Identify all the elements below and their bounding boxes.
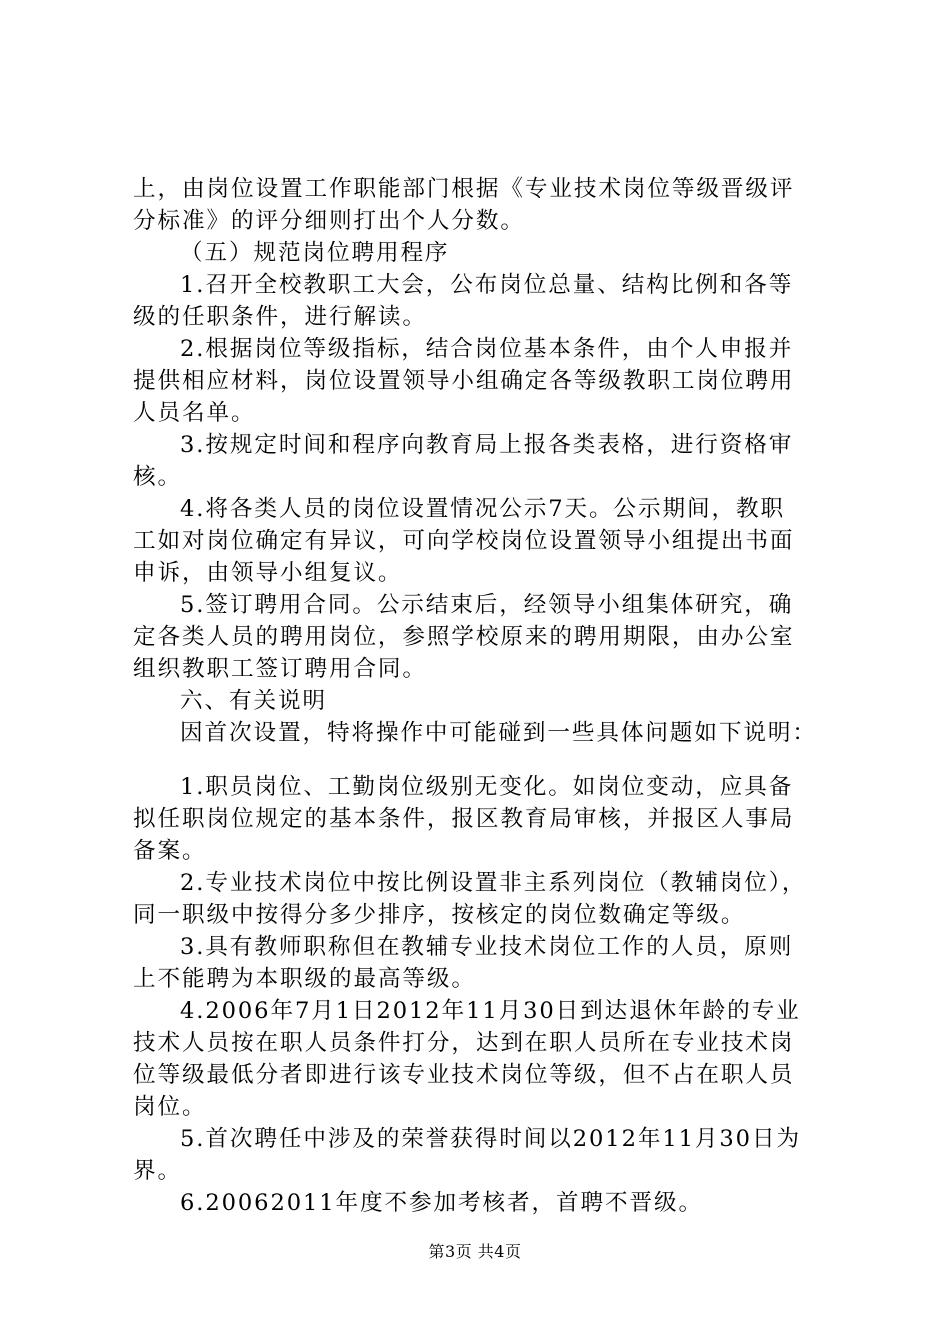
paragraph-line: 定各类人员的聘用岗位，参照学校原来的聘用期限，由办公室 <box>133 624 795 650</box>
paragraph-line: 位等级最低分者即进行该专业技术岗位等级，但不占在职人员 <box>133 1062 795 1088</box>
paragraph-gap <box>133 749 835 771</box>
paragraph-line: 技术人员按在职人员条件打分，达到在职人员所在专业技术岗 <box>133 1030 795 1056</box>
paragraph-line: 组织教职工签订聘用合同。 <box>133 656 427 682</box>
paragraph-line: 工如对岗位确定有异议，可向学校岗位设置领导小组提出书面 <box>133 528 795 554</box>
paragraph-line: 提供相应材料，岗位设置领导小组确定各等级教职工岗位聘用 <box>133 368 795 394</box>
paragraph-line: 人员名单。 <box>133 400 256 426</box>
paragraph-line: 3.具有教师职称但在教辅专业技术岗位工作的人员，原则 <box>180 934 794 960</box>
document-body <box>133 173 835 1219</box>
paragraph-line: 上，由岗位设置工作职能部门根据《专业技术岗位等级晋级评 <box>133 176 795 202</box>
page-footer: 第3页 共4页 <box>428 1242 522 1261</box>
paragraph-line: 5.首次聘任中涉及的荣誉获得时间以2012年11月30日为 <box>180 1126 801 1152</box>
paragraph-line: 申诉，由领导小组复议。 <box>133 560 403 586</box>
paragraph-line: 备案。 <box>133 838 207 864</box>
paragraph-line: 4.将各类人员的岗位设置情况公示7天。公示期间，教职 <box>180 496 785 522</box>
paragraph-line: 因首次设置，特将操作中可能碰到一些具体问题如下说明： <box>180 720 817 746</box>
paragraph-line: 上不能聘为本职级的最高等级。 <box>133 966 476 992</box>
paragraph-line: 4.2006年7月1日2012年11月30日到达退休年龄的专业 <box>180 998 801 1024</box>
paragraph-line: 分标准》的评分细则打出个人分数。 <box>133 208 525 234</box>
paragraph-line: 3.按规定时间和程序向教育局上报各类表格，进行资格审 <box>180 432 794 458</box>
paragraph-line: 1.职员岗位、工勤岗位级别无变化。如岗位变动，应具备 <box>180 774 794 800</box>
paragraph-line: 级的任职条件，进行解读。 <box>133 304 427 330</box>
paragraph-line: 拟任职岗位规定的基本条件，报区教育局审核，并报区人事局 <box>133 806 795 832</box>
paragraph-line: 界。 <box>133 1158 182 1184</box>
paragraph-line: 核。 <box>133 464 182 490</box>
paragraph-line: 2.根据岗位等级指标，结合岗位基本条件，由个人申报并 <box>180 336 794 362</box>
paragraph-line: 6.20062011年度不参加考核者，首聘不晋级。 <box>180 1190 703 1216</box>
paragraph-line: 1.召开全校教职工大会，公布岗位总量、结构比例和各等 <box>180 272 794 298</box>
paragraph-line: 2.专业技术岗位中按比例设置非主系列岗位（教辅岗位）， <box>180 870 807 896</box>
section-heading: 六、有关说明 <box>180 688 327 714</box>
section-heading: （五）规范岗位聘用程序 <box>180 240 450 266</box>
paragraph-line: 岗位。 <box>133 1094 207 1120</box>
paragraph-line: 同一职级中按得分多少排序，按核定的岗位数确定等级。 <box>133 902 746 928</box>
paragraph-line: 5.签订聘用合同。公示结束后，经领导小组集体研究，确 <box>180 592 794 618</box>
